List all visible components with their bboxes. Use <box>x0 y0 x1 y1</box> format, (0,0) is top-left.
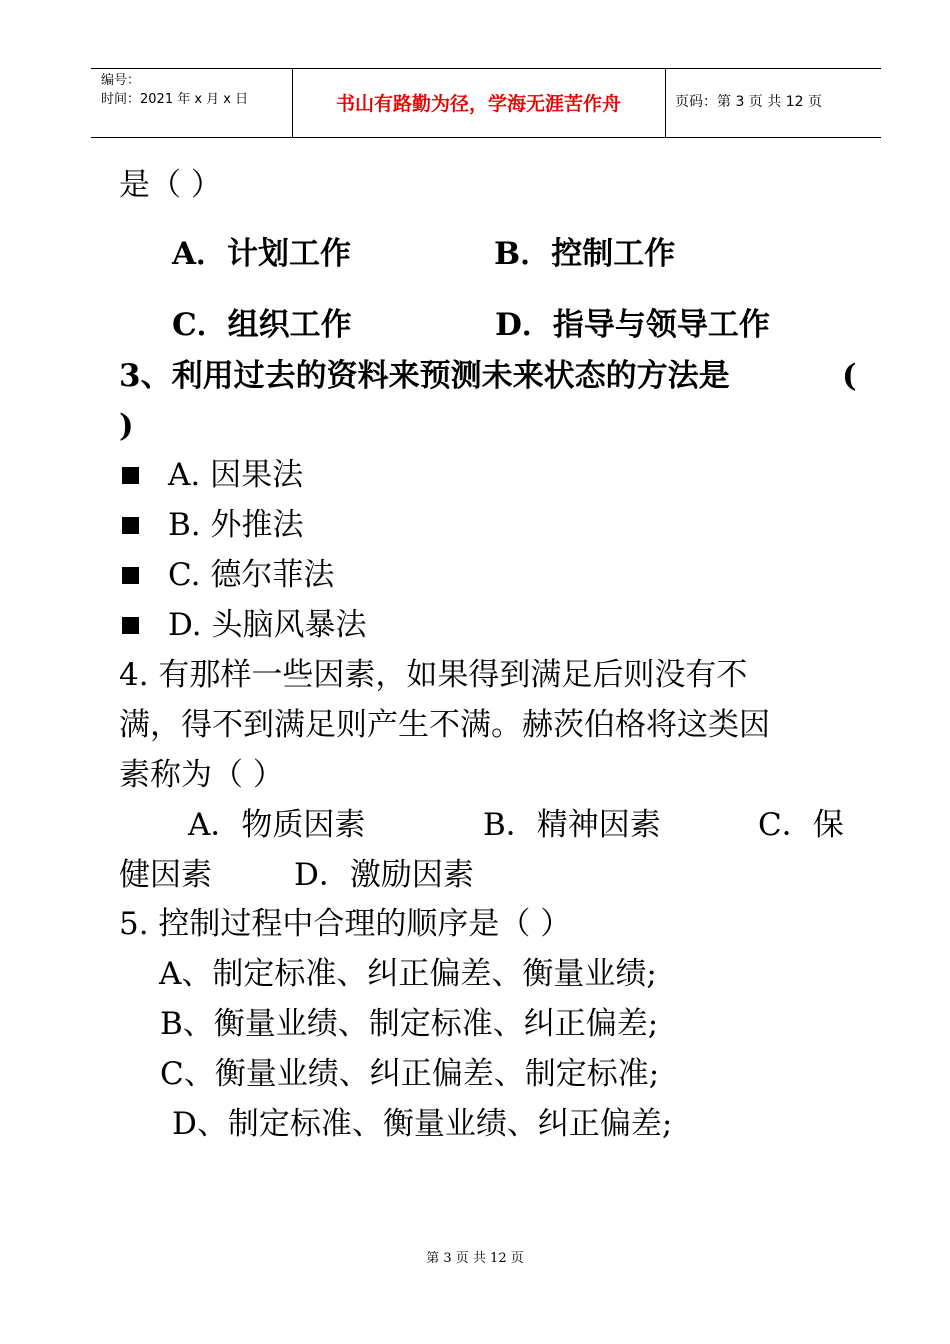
q3-option-b: B. 外推法 <box>168 507 304 543</box>
bullet-square-icon <box>122 567 139 584</box>
option-text: A．计划工作 <box>172 236 352 272</box>
number-label: 编号： <box>101 73 141 88</box>
bullet-square-icon <box>122 617 139 634</box>
q5-option-b: B、衡量业绩、制定标准、纠正偏差; <box>160 1006 659 1042</box>
header-motto: 书山有路勤为径，学海无涯苦作舟 <box>335 93 621 115</box>
q4-option-b: B．精神因素 <box>483 807 661 843</box>
option-text: B．控制工作 <box>494 236 676 272</box>
q4-stem-line3: 素称为（ ） <box>119 757 284 793</box>
q2-option-d <box>495 305 770 345</box>
q4-stem-line1: 4. 有那样一些因素，如果得到满足后则没有不 <box>119 657 748 693</box>
q3-close-paren: ) <box>119 408 134 444</box>
q4-option-a: A．物质因素 <box>188 807 366 843</box>
q3-open-paren: ( <box>842 358 857 394</box>
q4-option-c-end: 健因素 <box>119 857 212 893</box>
q3-stem: 3、利用过去的资料来预测未来状态的方法是 <box>119 358 730 394</box>
q2-option-c <box>172 305 352 345</box>
option-text: D．指导与领导工作 <box>495 307 770 343</box>
page-header <box>91 68 881 138</box>
header-meta <box>101 71 248 109</box>
q2-stem-end: 是（ ） <box>119 167 222 203</box>
q5-option-c: C、衡量业绩、纠正偏差、制定标准; <box>160 1056 660 1092</box>
time-label: 时间：2021 年 x 月 x 日 <box>101 92 249 107</box>
q5-option-a: A、制定标准、纠正偏差、衡量业绩; <box>159 956 657 992</box>
option-text: C．组织工作 <box>172 307 352 343</box>
q2-option-a <box>172 234 351 274</box>
q3-option-a: A. 因果法 <box>168 457 304 493</box>
q4-option-c-start: C．保 <box>758 807 844 843</box>
q4-stem-line2: 满，得不到满足则产生不满。赫茨伯格将这类因 <box>119 707 770 743</box>
q3-option-d: D. 头脑风暴法 <box>168 607 367 643</box>
bullet-square-icon <box>122 517 139 534</box>
q4-option-d: D．激励因素 <box>294 857 474 893</box>
header-divider <box>665 69 666 137</box>
q2-option-b <box>494 234 675 274</box>
q5-option-d: D、制定标准、衡量业绩、纠正偏差; <box>172 1106 673 1142</box>
header-page-info: 页码：第 3 页 共 12 页 <box>675 94 822 110</box>
bullet-square-icon <box>122 467 139 484</box>
q5-stem: 5. 控制过程中合理的顺序是（ ） <box>119 906 572 942</box>
page-footer: 第 3 页 共 12 页 <box>426 1251 524 1266</box>
q3-option-c: C. 德尔菲法 <box>168 557 335 593</box>
